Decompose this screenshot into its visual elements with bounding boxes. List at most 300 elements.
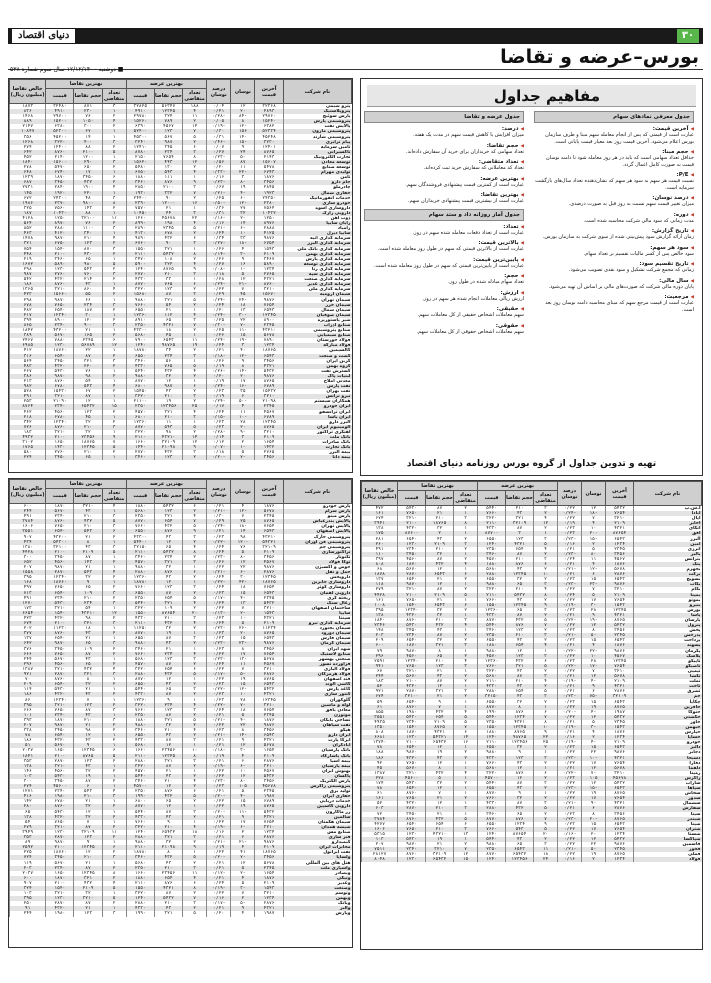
value-cell: -۷ [231,323,255,328]
value-cell: ۷۶۵۰ [398,796,426,801]
value-cell: ۲۱۰ [506,587,534,592]
value-cell: ۲ [102,374,126,379]
value-cell: ۲۸۷۶ [606,806,634,811]
value-cell: ۹۸۰ [74,262,102,267]
value-cell: ۸۷ [154,738,182,743]
value-cell: ۲ [183,455,207,460]
value-cell: ۸۷۶۵۴ [606,531,634,536]
value-cell: ۱۵۵۰ [126,886,154,891]
value-cell: ۲۳۵۰ [126,404,154,409]
value-cell: ۰/۱۹ [207,754,231,759]
value-cell: ۲۳۵۰ [126,596,154,601]
value-cell: ۵۴۳۲ [506,593,534,598]
value-cell: ۱۵۵۰ [478,725,506,730]
value-cell: ۸۷۷۰ [126,519,154,524]
value-cell: ۱۹۸۰ [398,710,426,715]
value-cell: ۳۲۱۰ [255,825,283,830]
value-cell: ۸۷۶۵۴ [506,832,534,837]
value-cell: -۰/۲۳ [207,180,231,185]
value-cell: ۴۲۷۷ [362,822,398,827]
value-cell: ۲ [183,287,207,292]
company-name-cell: صنایع لاستیک [283,652,351,657]
value-cell: ۳۲۱۰ [255,764,283,769]
value-cell: ۹ [534,822,558,827]
value-cell: ۶ [183,789,207,794]
value-cell: ۲۸ [582,659,606,664]
value-cell: ۰/۲۴ [558,557,582,562]
value-cell: ۶۵۴۰ [398,822,426,827]
value-cell: ۳۵۵۱ [10,529,46,534]
value-cell: ۱۸ [154,328,182,333]
value-cell: ۴۵ [231,292,255,297]
value-cell: ۴۳۳۰۰ [126,534,154,539]
value-cell: ۹۸۸۰ [126,374,154,379]
value-cell: ۲۳۴۰ [46,514,74,519]
value-cell: ۱۲۴۰ [478,735,506,740]
value-cell: -۳ [582,603,606,608]
value-cell: ۹۸۷۰ [46,297,74,302]
value-cell: ۹ [426,699,454,704]
value-cell: ۴۳۲۱ [255,692,283,697]
company-name-cell: سیمان فارس [283,636,351,641]
value-cell: -۰/۲۱ [207,509,231,514]
value-cell: -۱۶ [231,384,255,389]
value-cell: ۲۸۸۰ [126,901,154,906]
value-cell: ۳ [102,303,126,308]
value-cell: ۸۷۶۰۰ [398,531,426,536]
value-cell: ۱۶۰۶ [362,827,398,832]
value-cell: ۱ [102,399,126,404]
value-cell: ۲۱۰۹ [606,740,634,745]
company-name-cell: اخابر [634,521,702,526]
value-cell: ۳۲۲۰ [478,669,506,674]
value-cell: ۴ [183,410,207,415]
value-cell: ۳۲۱۰ [606,516,634,521]
company-name-cell: ایرکا پارت [283,738,351,743]
value-cell: ۳ [534,506,558,512]
value-cell: ۱۸۷۶۰ [46,348,74,353]
value-cell: ۳۴۵۰ [46,728,74,733]
value-cell: ۲ [183,799,207,804]
value-cell: ۸۷ [154,636,182,641]
value-cell: ۳۴۵۶ [606,812,634,817]
value-cell: ۶۵۵۰ [126,354,154,359]
company-name-cell: پالایش تهران [283,524,351,529]
company-name-cell: خدمات انفورماتیک [283,196,351,201]
company-name-cell: بانک پاسارگاد [283,754,351,759]
company-name-cell: ایران ترانسفو [283,410,351,415]
value-cell: -۹ [231,430,255,435]
term-definition: عبارت است از تعداد دفعات معامله شده سهم در روز. [412,229,524,236]
value-cell: ۷ [183,191,207,196]
term-definition: سهم معاملات اشخاص حقوقی از کل معاملات سهم. [416,328,524,335]
value-cell: ۲۱۰ [154,394,182,399]
value-cell: ۲۸۷۰ [46,835,74,840]
value-cell: ۱۸۷۶ [606,643,634,648]
col-volume: حجم تقاضا [426,491,454,506]
value-cell: -۰/۱۵ [207,415,231,420]
value-cell: ۶ [454,572,478,577]
value-cell: ۱ [454,837,478,842]
value-cell: ۵۴۳ [74,384,102,389]
value-cell: ۲ [534,638,558,643]
value-cell: ۴۳۲۰ [46,692,74,697]
value-cell: ۲۰ [231,631,255,636]
value-cell: ۱۴۰ [231,134,255,139]
value-cell: ۰/۲۱ [207,713,231,718]
value-cell: ۴۳۳۰۰ [126,328,154,333]
company-name-cell: بورس [634,608,702,613]
value-cell: ۱ [534,791,558,796]
value-cell: ۱۸۷۶۰ [46,850,74,855]
value-cell: ۰/۲۱ [207,348,231,353]
value-cell: ۲۷ [231,206,255,211]
value-cell: ۱۵ [582,745,606,750]
value-cell: -۰/۲۴ [207,384,231,389]
value-cell: ۶۵۴۳۲ [426,740,454,745]
value-cell: ۱۲۰۰۰ [154,201,182,206]
value-cell: ۳ [506,531,534,536]
value-cell: ۵۴۴۰ [478,623,506,628]
value-cell: ۳ [534,608,558,613]
value-cell: ۷۶۵۰ [398,511,426,516]
value-cell: ۵۴۴۰ [478,506,506,512]
value-cell: ۱۵۴۰ [46,886,74,891]
company-name-cell: سیمان شمال [283,308,351,313]
value-cell: ۶۰۰ [10,504,46,510]
value-cell: ۳ [183,657,207,662]
company-name-cell: صنایع مس [283,830,351,835]
col-company: نام شرکت [283,480,351,504]
value-cell: -۰/۱۷ [207,901,231,906]
value-cell: ۳۲۱ [154,514,182,519]
value-cell: ۶ [102,748,126,753]
value-cell: ۲۱۰۹ [606,593,634,598]
value-cell: ۳۵۳ [10,835,46,840]
value-cell: ۶۵۴۰ [398,536,426,541]
value-cell: ۰/۱۹ [207,394,231,399]
value-cell: ۴۵۶۷ [255,769,283,774]
value-cell: ۴۳ [506,694,534,699]
value-cell: ۵ [231,881,255,886]
value-cell: ۴۰ [231,348,255,353]
company-name-cell: نفت بهران [283,389,351,394]
value-cell: ۱ [454,791,478,796]
value-cell: ۲۹۶ [10,662,46,667]
col-change: نوسان [231,80,255,104]
value-cell: ۳۲۱۰ [74,896,102,901]
concept-term [364,257,524,270]
company-name-cell: فولاد خوزستان [283,338,351,343]
value-cell: ۳۴۵۰ [398,812,426,817]
value-cell: ۳۲۱ [74,359,102,364]
value-cell: ۹ [183,845,207,850]
value-cell: ۴۳۲ [154,621,182,626]
value-cell: ۲ [183,641,207,646]
value-cell: ۳۲ [74,682,102,687]
value-cell: ۲ [534,598,558,603]
value-cell: ۴۵۶۰ [46,410,74,415]
concept-term [534,278,694,291]
value-cell: ۴۳ [426,536,454,541]
value-cell: ۲۰۷ [10,723,46,728]
value-cell: ۱ [102,170,126,175]
value-cell: ۶۵ [74,455,102,460]
value-cell: ۱۲ [183,440,207,445]
value-cell: ۲۳۴۵ [606,720,634,725]
value-cell: ۵۴۳ [154,425,182,430]
company-name-cell: دارویی کاسپین [283,804,351,809]
value-cell: ۴ [454,623,478,628]
value-cell: ۹۸۷۶ [255,641,283,646]
value-cell: ۱۲۳۴۵ [606,608,634,613]
value-cell: ۱ [454,705,478,710]
company-name-cell: شیر پاستوریزه [283,318,351,323]
value-cell: ۸۷۶۰ [398,791,426,796]
value-cell: ۰/۲۲ [207,667,231,672]
value-cell: ۸۷ [74,866,102,871]
col-last-price: آخرین قیمت [255,80,283,104]
value-cell: ۷۸ [10,733,46,738]
value-cell: ۸۷ [74,652,102,657]
value-cell: ۵۴۴۰ [126,369,154,374]
term-definition: میزان تغییر قیمت سهم نسبت به روز قبل به صورت درصدی. [568,201,694,207]
concept-term [364,224,524,237]
value-cell: ۸۷۷۰ [126,677,154,682]
col-change: نوسان [231,480,255,504]
company-name-cell: پالایش اصفهان [283,529,351,534]
value-cell: ۶۵۴۳۲ [506,852,534,857]
value-cell: -۰/۲۸ [207,430,231,435]
value-cell: -۵ [231,672,255,677]
company-name-cell: فولاد هرمزگان [283,672,351,677]
value-cell: ۹ [183,180,207,185]
value-cell: ۱ [102,840,126,845]
value-cell: ۰/۲۱ [207,835,231,840]
value-cell: ۰/۲۲ [558,705,582,710]
value-cell: ۱۹۸۶ [10,201,46,206]
value-cell: ۰/۲۶ [207,247,231,252]
value-cell: ۳۸۹ [10,333,46,338]
value-cell: ۶۷۸۹ [255,415,283,420]
value-cell: -۴ [582,679,606,684]
value-cell: -۵ [231,901,255,906]
value-cell: ۸۷۶۰ [398,817,426,822]
value-cell: ۶ [534,710,558,715]
value-cell: ۳۴۵ [154,145,182,150]
value-cell: ۴۳ [506,511,534,516]
value-cell: ۱۲۳۴۵ [255,575,283,580]
value-cell: ۸۷ [506,526,534,531]
value-cell: ۹۰ [154,241,182,246]
value-cell: -۱ [231,267,255,272]
company-name-cell: پخش [634,628,702,633]
value-cell: ۲ [183,692,207,697]
value-cell: ۳۷۸۴ [10,519,46,524]
value-cell: ۸ [183,252,207,257]
col-price: قیمت [46,489,74,504]
value-cell: ۲۲ [534,735,558,740]
value-cell: ۱ [102,155,126,160]
value-cell: ۳۲۱۰ [46,891,74,896]
value-cell: ۰/۱۹ [207,845,231,850]
value-cell: ۰/۱۲ [207,440,231,445]
value-cell: ۱ [102,820,126,825]
value-cell: ۲۳۴ [154,354,182,359]
value-cell: -۰/۲۱ [207,718,231,723]
value-cell: ۷ [582,516,606,521]
value-cell: ۳۲ [426,613,454,618]
value-cell: ۳۴۵۶ [255,455,283,460]
company-name-cell: زامیاد [283,226,351,231]
company-name-cell: فولاد آلیاژی [283,667,351,672]
value-cell: ۳۲۱۰۰ [46,545,74,550]
value-cell: ۱ [183,631,207,636]
value-cell: ۳۲۱۰ [46,703,74,708]
value-cell: ۴۸۲ [10,308,46,313]
value-cell: ۶۷۴ [362,516,398,521]
value-cell: ۱۲۳ [74,703,102,708]
value-cell: ۶۵۵۰ [478,699,506,704]
value-cell: ۳۷۶ [10,647,46,652]
value-cell: ۲ [534,613,558,618]
value-cell: ۳۲۲۰ [126,667,154,672]
value-cell: ۰/۲۱ [207,815,231,820]
value-cell: ۲ [534,684,558,689]
value-cell: ۲ [534,628,558,633]
value-cell: -۰/۱۶ [558,832,582,837]
value-cell: ۲۳۴۵ [255,596,283,601]
value-cell: ۱۰۴۳۰ [46,211,74,216]
value-cell: ۴۳۲۱ [606,756,634,761]
value-cell: ۲۵ [534,740,558,745]
value-cell: ۱۹۰۰ [74,185,102,190]
value-cell: ۲ [454,796,478,801]
value-cell: ۱۱۸ [362,582,398,587]
value-cell: ۴۳ [154,860,182,865]
value-cell: ۷۶۶۰ [126,652,154,657]
value-cell: ۱۰۱ [10,713,46,718]
value-cell: ۱۴ [454,735,478,740]
value-cell: -۱ [231,445,255,450]
value-cell: ۴۱۲ [10,348,46,353]
value-cell: ۶۰ [231,196,255,201]
value-cell: ۲ [454,608,478,613]
value-cell: ۲۱ [154,308,182,313]
value-cell: ۷۶۵۴ [606,511,634,516]
value-cell: ۰/۲۱ [207,529,231,534]
company-name-cell: خاور [634,720,702,725]
value-cell: ۶ [102,338,126,343]
value-cell: ۱۸ [231,708,255,713]
value-cell: ۲۱۱۰ [126,252,154,257]
col-count: تعداد متقاضی [184,90,205,102]
value-cell: ۲ [102,835,126,840]
value-cell: ۱۶۱ [362,796,398,801]
company-name-cell: پالایش بندرعباس [283,519,351,524]
term-name: ◀ بالاترین قیمت: [364,240,524,246]
value-cell: ۴ [231,247,255,252]
value-cell: ۹۸۸۰ [478,750,506,755]
value-cell: ۶۷۴ [10,621,46,626]
value-cell: ۱۸۷۶۵ [426,521,454,526]
value-cell: ۵۶۷۸ [255,743,283,748]
value-cell: ۱۲ [154,677,182,682]
value-cell: -۱۹ [231,338,255,343]
value-cell: ۵۴۳۰ [398,837,426,842]
value-cell: ۴۳۲۱ [606,684,634,689]
value-cell: ۲۱۰۹ [426,720,454,725]
value-cell: ۲۱۰۹ [255,435,283,440]
value-cell: ۳۴۵۶ [255,779,283,784]
value-cell: ۱۵ [582,577,606,582]
value-cell: ۵۴۸۰ [126,165,154,170]
value-cell: ۳۲ [154,565,182,570]
value-cell: ۰/۲۱ [558,730,582,735]
value-cell: ۲۸۱۲۷ [362,852,398,857]
value-cell: ۲۱۰۹ [606,521,634,526]
value-cell: ۱۸۷۶۵ [255,580,283,585]
company-name-cell: پسهند [634,643,702,648]
value-cell: ۰/۲۱ [207,738,231,743]
term-name: ◀ بهترین عرضه: [364,176,524,182]
col-count: تعداد متقاضی [103,90,125,102]
value-cell: ۳۲۲۰ [126,764,154,769]
value-cell: ۵ [102,262,126,267]
value-cell: ۵ [454,720,478,725]
value-cell: ۴ [183,369,207,374]
value-cell: -۰/۲۲ [558,664,582,669]
value-cell: -۰/۲۴ [207,399,231,404]
value-cell: ۲۳۷۰ [46,201,74,206]
value-cell: ۶۵ [426,654,454,659]
value-cell: ۳۲۱۰۰ [398,694,426,699]
company-name-cell: سفارس [634,806,702,811]
value-cell: ۸۷۷۰ [478,817,506,822]
value-cell: -۰/۲۰ [207,810,231,815]
value-cell: ۵۵ [74,292,102,297]
company-name-cell: انرژی [634,547,702,552]
value-cell: ۶۸۷ [10,180,46,185]
value-cell: -۰/۰۷ [207,445,231,450]
term-definition: زمان ارائه گزارش سود پیش‌بینی شده از سوی شرکت به سازمان بورس. [542,234,694,240]
value-cell: -۰/۲۳ [558,786,582,791]
value-cell: ۰/۲۶ [207,560,231,565]
value-cell: ۵ [231,550,255,555]
value-cell: ۳ [183,292,207,297]
value-cell: ۲۰۳ [362,633,398,638]
value-cell: ۷۶۵۴ [606,827,634,832]
value-cell: ۸ [582,812,606,817]
value-cell: ۲ [102,277,126,282]
value-cell: ۱۹ [231,804,255,809]
term-name: ◀ ارزش: [364,290,524,296]
value-cell: ۵۶۷۸ [606,674,634,679]
value-cell: ۴۵۶۷۸ [154,216,182,221]
value-cell: ۳۲۱ [74,876,102,881]
value-cell: -۲۴ [231,297,255,302]
value-cell: ۵۴۷۰ [46,165,74,170]
company-name-cell: سرمایه گذاری توسعه [283,262,351,267]
company-name-cell: توسعه معادن [283,160,351,165]
value-cell: ۵۴۳۲ [606,837,634,842]
value-cell: ۲۶۷ [10,369,46,374]
company-name-cell: شهد ایران [283,647,351,652]
value-cell: ۱۵ [231,591,255,596]
value-cell: ۲ [183,196,207,201]
value-cell: ۱۵۴۳ [255,247,283,252]
value-cell: ۲۰۹ [10,682,46,687]
